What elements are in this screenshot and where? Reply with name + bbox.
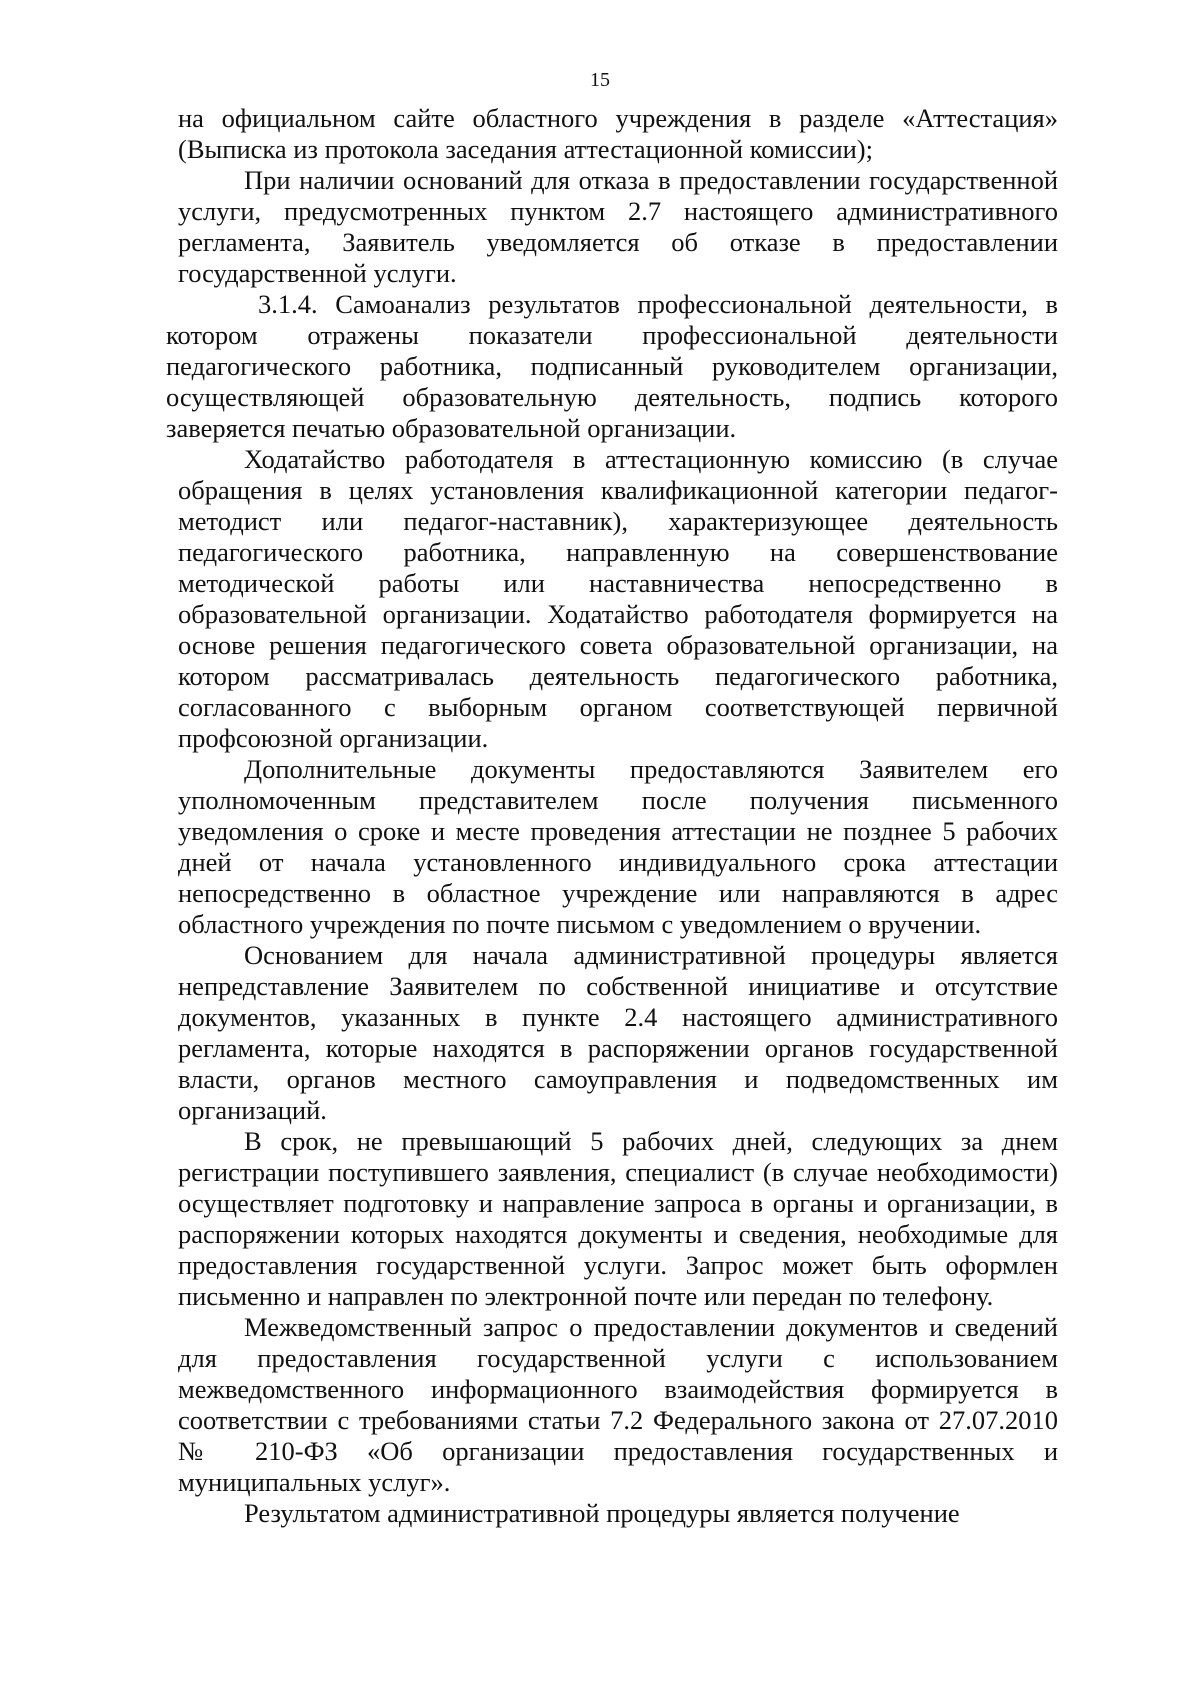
paragraph-attestation-section: на официальном сайте областного учреждения в разделе «Аттестация» (Выписка из протокола заседания аттестационной комиссии); [178, 103, 1058, 164]
paragraph-employer-petition: Ходатайство работодателя в аттестационную комиссию (в случае обращения в целях установления квалификационной категории педагог-методист или педагог-наставник), характеризующее деятельность педагогического работника, направленную на совершенствование методической работы или наставничества непосредственно в образовательной организации. Ходатайство работодателя формируется на основе решения педагогического совета образовательной организации, на котором рассматривалась деятельность педагогического работника, согласованного с выборным органом соответствующей первичной профсоюзной организации. [178, 444, 1058, 753]
paragraph-procedure-result: Результатом административной процедуры является получение [244, 1498, 960, 1528]
paragraph-3-1-4-self-analysis: 3.1.4. Самоанализ результатов профессиональной деятельности, в котором отражены показатели профессиональной деятельности педагогического работника, подписанный руководителем организации, осуществляющей образовательную деятельность, подпись которого заверяется печатью образовательной организации. [166, 289, 1058, 443]
page-number: 15 [590, 69, 610, 91]
paragraph-procedure-basis: Основанием для начала административной процедуры является непредставление Заявителем по собственной инициативе и отсутствие документов, указанных в пункте 2.4 настоящего административного регламента, которые находятся в распоряжении органов государственной власти, органов местного самоуправления и подведомственных им организаций. [178, 940, 1058, 1125]
paragraph-additional-documents: Дополнительные документы предоставляются Заявителем его уполномоченным представителем после получения письменного уведомления о сроке и месте проведения аттестации не позднее 5 рабочих дней от начала установленного индивидуального срока аттестации непосредственно в областное учреждение или направляются в адрес областного учреждения по почте письмом с уведомлением о вручении. [178, 754, 1058, 939]
paragraph-request-deadline: В срок, не превышающий 5 рабочих дней, следующих за днем регистрации поступившего заявления, специалист (в случае необходимости) осуществляет подготовку и направление запроса в органы и организации, в распоряжении которых находятся документы и сведения, необходимые для предоставления государственной услуги. Запрос может быть оформлен письменно и направлен по электронной почте или передан по телефону. [178, 1126, 1058, 1311]
paragraph-refusal-notice: При наличии оснований для отказа в предоставлении государственной услуги, предусмотренных пунктом 2.7 настоящего административного регламента, Заявитель уведомляется об отказе в предоставлении государственной услуги. [178, 165, 1058, 288]
body-text [166, 103, 1058, 1529]
paragraph-interagency-request: Межведомственный запрос о предоставлении документов и сведений для предоставления государственной услуги с использованием межведомственного информационного взаимодействия формируется в соответствии с требованиями статьи 7.2 Федерального закона от 27.07.2010 № 210-ФЗ «Об организации предоставления государственных и муниципальных услуг». [178, 1312, 1058, 1497]
